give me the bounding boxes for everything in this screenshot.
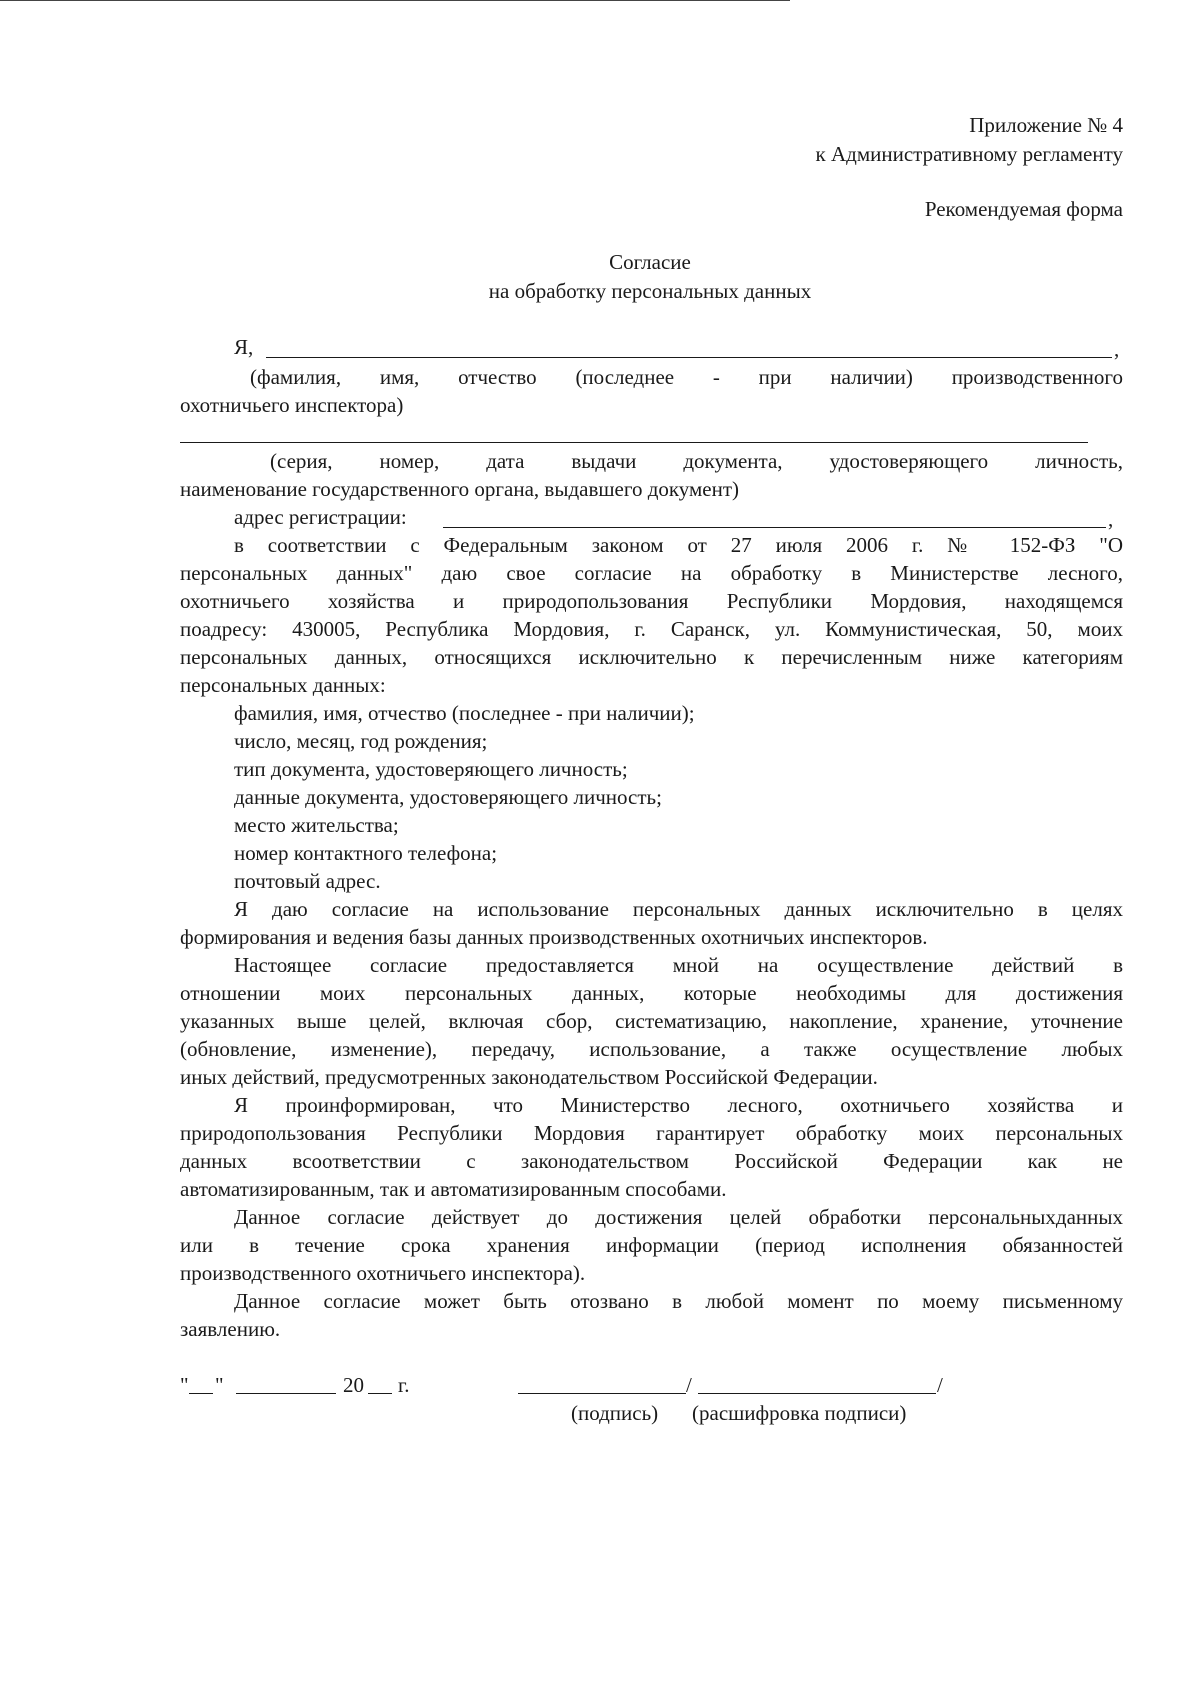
category-item: данные документа, удостоверяющего личность; (234, 785, 662, 809)
consent-line: поадресу: 430005, Республика Мордовия, г. Саранск, ул. Коммунистическая, 50, моих (180, 617, 1123, 641)
date-day-blank (189, 1393, 213, 1394)
category-item: номер контактного телефона; (234, 841, 498, 865)
purpose-line: формирования и ведения базы данных производственных охотничьих инспекторов. (180, 925, 928, 949)
validity-line: производственного охотничьего инспектора). (180, 1261, 586, 1285)
category-item: тип документа, удостоверяющего личность; (234, 757, 628, 781)
actions-line: Настоящее согласие предоставляется мной на осуществление действий в (234, 953, 1123, 977)
document-title: Согласие (609, 250, 691, 274)
date-month-blank (236, 1393, 336, 1394)
validity-line: или в течение срока хранения информации (период исполнения обязанностей (180, 1233, 1123, 1257)
informed-line: данных всоответствии с законодательством Российской Федерации как не (180, 1149, 1123, 1173)
address-blank-line (443, 527, 1106, 528)
address-label: адрес регистрации: (234, 505, 407, 529)
consent-line: персональных данных" даю свое согласие на обработку в Министерстве лесного, (180, 561, 1123, 585)
doc-hint-line1: (серия, номер, дата выдачи документа, удостоверяющего личность, (270, 449, 1123, 473)
category-item: число, месяц, год рождения; (234, 729, 488, 753)
appendix-label: Приложение № 4 (969, 113, 1123, 137)
consent-line: в соответствии с Федеральным законом от 27 июля 2006 г. № 152-ФЗ "О (234, 533, 1123, 557)
category-item: место жительства; (234, 813, 399, 837)
doc-hint-line2: наименование государственного органа, выдавшего документ) (180, 477, 740, 501)
revoke-line: заявлению. (180, 1317, 281, 1341)
date-year-prefix: 20 (343, 1373, 364, 1397)
name-comma: , (1114, 337, 1120, 361)
date-quote-open: " (180, 1373, 189, 1397)
informed-line: Я проинформирован, что Министерство лесного, охотничьего хозяйства и (234, 1093, 1123, 1117)
revoke-line: Данное согласие может быть отозвано в любой момент по моему письменному (234, 1289, 1123, 1313)
actions-line: иных действий, предусмотренных законодательством Российской Федерации. (180, 1065, 878, 1089)
name-hint-line2: охотничьего инспектора) (180, 393, 404, 417)
signature-decode-hint: (расшифровка подписи) (692, 1401, 907, 1425)
date-quote-close: " (215, 1373, 224, 1397)
actions-line: (обновление, изменение), передачу, использование, а также осуществление любых (180, 1037, 1123, 1061)
category-item: почтовый адрес. (234, 869, 381, 893)
informed-line: автоматизированным, так и автоматизированным способами. (180, 1177, 727, 1201)
actions-line: указанных выше целей, включая сбор, систематизацию, накопление, хранение, уточнение (180, 1009, 1123, 1033)
consent-line: персональных данных, относящихся исключительно к перечисленным ниже категориям (180, 645, 1123, 669)
purpose-line: Я даю согласие на использование персональных данных исключительно в целях (234, 897, 1123, 921)
signature-decode-blank (698, 1393, 936, 1394)
address-comma: , (1108, 507, 1114, 531)
name-hint-line1: (фамилия, имя, отчество (последнее - при наличии) производственного (250, 365, 1123, 389)
form-type-label: Рекомендуемая форма (924, 197, 1123, 221)
regulation-label: к Административному регламенту (815, 142, 1123, 166)
date-year-suffix: г. (398, 1373, 410, 1397)
signature-hint: (подпись) (571, 1401, 659, 1425)
category-item: фамилия, имя, отчество (последнее - при наличии); (234, 701, 695, 725)
document-subtitle: на обработку персональных данных (488, 279, 812, 303)
actions-line: отношении моих персональных данных, которые необходимы для достижения (180, 981, 1123, 1005)
document-blank-line (180, 442, 1088, 443)
scan-edge-line (0, 0, 790, 1)
signature-separator: / (686, 1373, 692, 1397)
signature-separator: / (937, 1373, 943, 1397)
consent-line: персональных данных: (180, 673, 386, 697)
name-blank-line (266, 357, 1112, 358)
i-prefix: Я, (234, 335, 254, 359)
date-year-blank (368, 1393, 392, 1394)
informed-line: природопользования Республики Мордовия гарантирует обработку моих персональных (180, 1121, 1123, 1145)
validity-line: Данное согласие действует до достижения целей обработки персональныхданных (234, 1205, 1123, 1229)
signature-blank (518, 1393, 686, 1394)
consent-line: охотничьего хозяйства и природопользования Республики Мордовия, находящемся (180, 589, 1123, 613)
